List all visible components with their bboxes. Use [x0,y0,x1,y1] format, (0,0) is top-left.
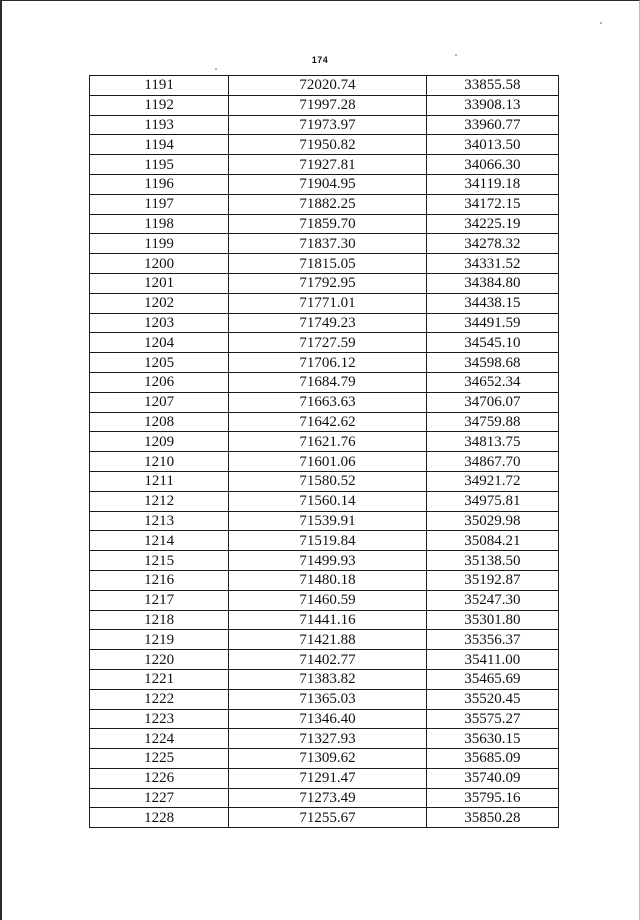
scan-speck [215,68,217,70]
point-id-cell: 1198 [90,214,229,234]
table-row [90,551,559,571]
table-row [90,234,559,254]
y-coordinate-cell: 35465.69 [426,669,558,689]
table-row [90,650,559,670]
table-row [90,788,559,808]
table-row [90,115,559,135]
table-row [90,293,559,313]
table-row [90,194,559,214]
table-row [90,590,559,610]
y-coordinate-cell: 34278.32 [426,234,558,254]
point-id-cell: 1219 [90,630,229,650]
y-coordinate-cell: 35084.21 [426,531,558,551]
table-row [90,174,559,194]
point-id-cell: 1196 [90,174,229,194]
point-id-cell: 1215 [90,551,229,571]
point-id-cell: 1201 [90,273,229,293]
y-coordinate-cell: 34172.15 [426,194,558,214]
x-coordinate-cell: 72020.74 [229,76,426,96]
table-row [90,511,559,531]
y-coordinate-cell: 34867.70 [426,452,558,472]
y-coordinate-cell: 35795.16 [426,788,558,808]
x-coordinate-cell: 71499.93 [229,551,426,571]
x-coordinate-cell: 71580.52 [229,471,426,491]
table-row [90,630,559,650]
y-coordinate-cell: 33908.13 [426,95,558,115]
table-row [90,808,559,828]
x-coordinate-cell: 71927.81 [229,155,426,175]
point-id-cell: 1194 [90,135,229,155]
x-coordinate-cell: 71950.82 [229,135,426,155]
point-id-cell: 1193 [90,115,229,135]
table-row [90,432,559,452]
point-id-cell: 1208 [90,412,229,432]
point-id-cell: 1217 [90,590,229,610]
y-coordinate-cell: 34652.34 [426,372,558,392]
x-coordinate-cell: 71973.97 [229,115,426,135]
point-id-cell: 1199 [90,234,229,254]
x-coordinate-cell: 71327.93 [229,729,426,749]
y-coordinate-cell: 35301.80 [426,610,558,630]
y-coordinate-cell: 35029.98 [426,511,558,531]
page-number: 174 [311,55,329,65]
y-coordinate-cell: 34013.50 [426,135,558,155]
x-coordinate-cell: 71480.18 [229,570,426,590]
y-coordinate-cell: 35520.45 [426,689,558,709]
table-row [90,749,559,769]
table-body [90,76,559,828]
x-coordinate-cell: 71882.25 [229,194,426,214]
y-coordinate-cell: 35685.09 [426,749,558,769]
y-coordinate-cell: 34813.75 [426,432,558,452]
y-coordinate-cell: 33855.58 [426,76,558,96]
x-coordinate-cell: 71383.82 [229,669,426,689]
table-row [90,353,559,373]
table-row [90,392,559,412]
x-coordinate-cell: 71663.63 [229,392,426,412]
x-coordinate-cell: 71706.12 [229,353,426,373]
point-id-cell: 1203 [90,313,229,333]
y-coordinate-cell: 34975.81 [426,491,558,511]
table-row [90,729,559,749]
table-row [90,372,559,392]
x-coordinate-cell: 71815.05 [229,254,426,274]
y-coordinate-cell: 34331.52 [426,254,558,274]
x-coordinate-cell: 71273.49 [229,788,426,808]
x-coordinate-cell: 71904.95 [229,174,426,194]
x-coordinate-cell: 71539.91 [229,511,426,531]
table-row [90,531,559,551]
table-row [90,333,559,353]
y-coordinate-cell: 34438.15 [426,293,558,313]
table-row [90,491,559,511]
table-row [90,135,559,155]
x-coordinate-cell: 71771.01 [229,293,426,313]
point-id-cell: 1226 [90,768,229,788]
y-coordinate-cell: 34759.88 [426,412,558,432]
x-coordinate-cell: 71402.77 [229,650,426,670]
table-row [90,95,559,115]
y-coordinate-cell: 34384.80 [426,273,558,293]
point-id-cell: 1221 [90,669,229,689]
table-row [90,709,559,729]
point-id-cell: 1195 [90,155,229,175]
x-coordinate-cell: 71727.59 [229,333,426,353]
point-id-cell: 1192 [90,95,229,115]
point-id-cell: 1191 [90,76,229,96]
table-row [90,689,559,709]
table-row [90,768,559,788]
point-id-cell: 1204 [90,333,229,353]
x-coordinate-cell: 71441.16 [229,610,426,630]
y-coordinate-cell: 34921.72 [426,471,558,491]
point-id-cell: 1200 [90,254,229,274]
y-coordinate-cell: 35356.37 [426,630,558,650]
point-id-cell: 1213 [90,511,229,531]
x-coordinate-cell: 71601.06 [229,452,426,472]
point-id-cell: 1214 [90,531,229,551]
y-coordinate-cell: 34225.19 [426,214,558,234]
x-coordinate-cell: 71560.14 [229,491,426,511]
table-row [90,669,559,689]
table-row [90,254,559,274]
table-row [90,471,559,491]
x-coordinate-cell: 71997.28 [229,95,426,115]
y-coordinate-cell: 34119.18 [426,174,558,194]
y-coordinate-cell: 34545.10 [426,333,558,353]
y-coordinate-cell: 33960.77 [426,115,558,135]
point-id-cell: 1206 [90,372,229,392]
point-id-cell: 1207 [90,392,229,412]
y-coordinate-cell: 35575.27 [426,709,558,729]
x-coordinate-cell: 71621.76 [229,432,426,452]
y-coordinate-cell: 35630.15 [426,729,558,749]
point-id-cell: 1224 [90,729,229,749]
y-coordinate-cell: 35740.09 [426,768,558,788]
point-id-cell: 1209 [90,432,229,452]
y-coordinate-cell: 35411.00 [426,650,558,670]
y-coordinate-cell: 35138.50 [426,551,558,571]
y-coordinate-cell: 34491.59 [426,313,558,333]
table-row [90,412,559,432]
point-id-cell: 1205 [90,353,229,373]
coordinates-table [89,75,559,828]
y-coordinate-cell: 35247.30 [426,590,558,610]
x-coordinate-cell: 71255.67 [229,808,426,828]
table-row [90,610,559,630]
x-coordinate-cell: 71519.84 [229,531,426,551]
table-row [90,452,559,472]
point-id-cell: 1212 [90,491,229,511]
point-id-cell: 1220 [90,650,229,670]
point-id-cell: 1202 [90,293,229,313]
y-coordinate-cell: 34706.07 [426,392,558,412]
x-coordinate-cell: 71309.62 [229,749,426,769]
x-coordinate-cell: 71346.40 [229,709,426,729]
y-coordinate-cell: 34066.30 [426,155,558,175]
scan-speck [600,22,602,24]
table-row [90,76,559,96]
x-coordinate-cell: 71291.47 [229,768,426,788]
point-id-cell: 1225 [90,749,229,769]
point-id-cell: 1218 [90,610,229,630]
x-coordinate-cell: 71684.79 [229,372,426,392]
x-coordinate-cell: 71365.03 [229,689,426,709]
x-coordinate-cell: 71642.62 [229,412,426,432]
point-id-cell: 1210 [90,452,229,472]
y-coordinate-cell: 35850.28 [426,808,558,828]
x-coordinate-cell: 71460.59 [229,590,426,610]
table-row [90,155,559,175]
y-coordinate-cell: 34598.68 [426,353,558,373]
point-id-cell: 1223 [90,709,229,729]
x-coordinate-cell: 71837.30 [229,234,426,254]
x-coordinate-cell: 71859.70 [229,214,426,234]
point-id-cell: 1211 [90,471,229,491]
x-coordinate-cell: 71421.88 [229,630,426,650]
point-id-cell: 1197 [90,194,229,214]
table-row [90,214,559,234]
point-id-cell: 1228 [90,808,229,828]
x-coordinate-cell: 71792.95 [229,273,426,293]
table-row [90,313,559,333]
table-row [90,273,559,293]
point-id-cell: 1216 [90,570,229,590]
table-row [90,570,559,590]
point-id-cell: 1222 [90,689,229,709]
y-coordinate-cell: 35192.87 [426,570,558,590]
x-coordinate-cell: 71749.23 [229,313,426,333]
point-id-cell: 1227 [90,788,229,808]
